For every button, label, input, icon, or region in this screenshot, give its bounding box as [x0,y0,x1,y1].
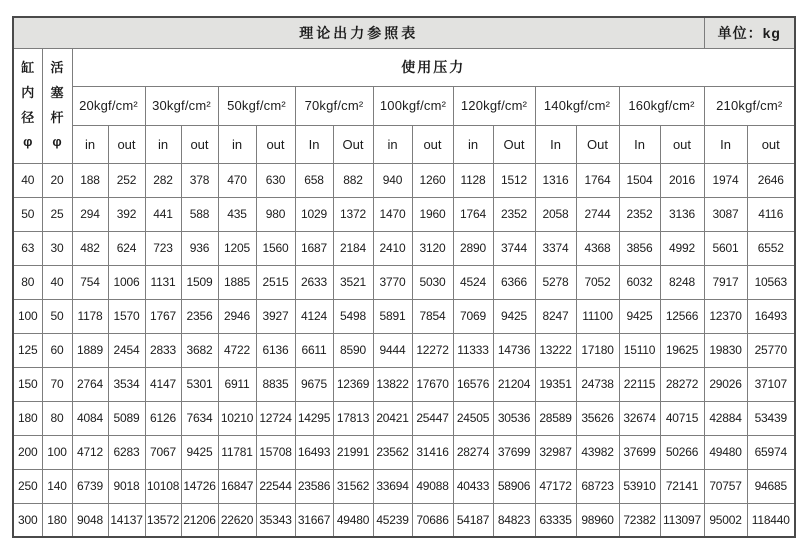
output-value: 282 [145,163,181,197]
output-value: 12370 [704,299,747,333]
output-value: 2058 [535,197,576,231]
output-value: 11781 [218,435,256,469]
output-value: 1687 [295,231,333,265]
output-value: 630 [256,163,295,197]
output-value: 5301 [181,367,218,401]
output-value: 6366 [493,265,535,299]
output-value: 35626 [576,401,619,435]
output-value: 252 [108,163,145,197]
output-value: 3534 [108,367,145,401]
output-value: 49480 [704,435,747,469]
output-value: 3856 [619,231,660,265]
output-value: 435 [218,197,256,231]
output-value: 13572 [145,503,181,537]
output-value: 54187 [453,503,493,537]
page-title: 理论出力参照表 [13,17,704,48]
direction-header-out: out [747,125,795,163]
rod-value: 180 [42,503,72,537]
output-value: 53910 [619,469,660,503]
output-value: 28589 [535,401,576,435]
output-value: 7917 [704,265,747,299]
output-value: 1512 [493,163,535,197]
output-value: 6739 [72,469,108,503]
output-value: 1260 [412,163,453,197]
output-value: 17813 [333,401,373,435]
output-value: 43982 [576,435,619,469]
output-value: 8835 [256,367,295,401]
rod-value: 50 [42,299,72,333]
direction-header-out: Out [493,125,535,163]
bore-value: 63 [13,231,42,265]
output-value: 47172 [535,469,576,503]
output-value: 3770 [373,265,412,299]
output-value: 49480 [333,503,373,537]
output-value: 32674 [619,401,660,435]
output-value: 7069 [453,299,493,333]
output-value: 754 [72,265,108,299]
output-value: 118440 [747,503,795,537]
output-value: 1178 [72,299,108,333]
output-value: 53439 [747,401,795,435]
output-value: 5891 [373,299,412,333]
output-value: 70757 [704,469,747,503]
bore-value: 100 [13,299,42,333]
output-value: 9444 [373,333,412,367]
output-value: 14726 [181,469,218,503]
direction-header-out: Out [333,125,373,163]
output-value: 9425 [619,299,660,333]
output-value: 882 [333,163,373,197]
output-value: 1764 [576,163,619,197]
direction-header-in: In [535,125,576,163]
output-value: 24505 [453,401,493,435]
output-value: 19625 [660,333,704,367]
bore-diameter-label: 缸内径φ [21,60,35,150]
output-value: 1509 [181,265,218,299]
output-value: 14137 [108,503,145,537]
output-value: 22544 [256,469,295,503]
output-value: 10563 [747,265,795,299]
output-value: 113097 [660,503,704,537]
output-value: 21991 [333,435,373,469]
output-value: 658 [295,163,333,197]
output-value: 1029 [295,197,333,231]
bore-value: 150 [13,367,42,401]
output-value: 2646 [747,163,795,197]
output-value: 19830 [704,333,747,367]
output-value: 9425 [181,435,218,469]
output-value: 35343 [256,503,295,537]
direction-header-out: out [256,125,295,163]
table-row [13,231,795,265]
output-value: 12724 [256,401,295,435]
output-value: 65974 [747,435,795,469]
column-header-rod [42,48,72,163]
output-value: 3744 [493,231,535,265]
rod-value: 30 [42,231,72,265]
table-row [13,197,795,231]
output-value: 5089 [108,401,145,435]
direction-header-in: In [295,125,333,163]
pressure-header-140: 140kgf/cm² [535,86,619,125]
output-value: 13822 [373,367,412,401]
output-value: 2833 [145,333,181,367]
output-value: 2515 [256,265,295,299]
output-value: 8590 [333,333,373,367]
output-value: 1560 [256,231,295,265]
bore-value: 40 [13,163,42,197]
output-value: 2454 [108,333,145,367]
output-value: 25447 [412,401,453,435]
output-value: 4116 [747,197,795,231]
pressure-header-20: 20kgf/cm² [72,86,145,125]
output-value: 1128 [453,163,493,197]
direction-header-out: out [660,125,704,163]
output-value: 4084 [72,401,108,435]
output-value: 5278 [535,265,576,299]
output-value: 11100 [576,299,619,333]
output-value: 1504 [619,163,660,197]
output-value: 12566 [660,299,704,333]
output-value: 23586 [295,469,333,503]
table-row [13,435,795,469]
output-value: 63335 [535,503,576,537]
output-value: 482 [72,231,108,265]
output-value: 1974 [704,163,747,197]
table-row [13,469,795,503]
rod-value: 40 [42,265,72,299]
output-value: 188 [72,163,108,197]
working-pressure-header: 使用压力 [72,48,795,86]
output-value: 10210 [218,401,256,435]
output-value: 16576 [453,367,493,401]
output-value: 12272 [412,333,453,367]
output-value: 5601 [704,231,747,265]
output-value: 6136 [256,333,295,367]
output-value: 8247 [535,299,576,333]
rod-value: 80 [42,401,72,435]
direction-header-out: out [108,125,145,163]
piston-rod-label: 活塞杆φ [50,60,64,150]
pressure-header-50: 50kgf/cm² [218,86,295,125]
output-value: 37699 [493,435,535,469]
output-value: 23562 [373,435,412,469]
output-value: 20421 [373,401,412,435]
output-value: 84823 [493,503,535,537]
output-value: 11333 [453,333,493,367]
output-value: 6552 [747,231,795,265]
output-value: 28272 [660,367,704,401]
table-row [13,299,795,333]
output-value: 1006 [108,265,145,299]
output-value: 40433 [453,469,493,503]
output-value: 15110 [619,333,660,367]
output-value: 2356 [181,299,218,333]
direction-header-in: in [145,125,181,163]
output-value: 1960 [412,197,453,231]
output-value: 2764 [72,367,108,401]
output-value: 4124 [295,299,333,333]
title-row [13,17,795,48]
output-value: 17670 [412,367,453,401]
output-value: 21206 [181,503,218,537]
direction-header-in: in [72,125,108,163]
output-value: 4524 [453,265,493,299]
direction-header-out: out [181,125,218,163]
output-value: 98960 [576,503,619,537]
output-value: 31667 [295,503,333,537]
output-value: 2633 [295,265,333,299]
output-value: 37699 [619,435,660,469]
bore-value: 125 [13,333,42,367]
rod-value: 100 [42,435,72,469]
pressure-header-100: 100kgf/cm² [373,86,453,125]
output-value: 3682 [181,333,218,367]
output-value: 24738 [576,367,619,401]
output-value: 936 [181,231,218,265]
output-value: 9425 [493,299,535,333]
output-value: 68723 [576,469,619,503]
output-value: 4992 [660,231,704,265]
table-row [13,503,795,537]
output-value: 5498 [333,299,373,333]
output-value: 9675 [295,367,333,401]
output-value: 1131 [145,265,181,299]
output-value: 2890 [453,231,493,265]
column-header-bore [13,48,42,163]
output-value: 4368 [576,231,619,265]
rod-value: 25 [42,197,72,231]
bore-value: 200 [13,435,42,469]
output-value: 13222 [535,333,576,367]
output-value: 32987 [535,435,576,469]
output-value: 30536 [493,401,535,435]
output-value: 3087 [704,197,747,231]
output-value: 95002 [704,503,747,537]
output-value: 22115 [619,367,660,401]
output-value: 14295 [295,401,333,435]
table-row [13,401,795,435]
output-value: 980 [256,197,295,231]
output-value: 5030 [412,265,453,299]
output-value: 17180 [576,333,619,367]
output-value: 2184 [333,231,373,265]
output-value: 4147 [145,367,181,401]
rod-value: 20 [42,163,72,197]
output-value: 22620 [218,503,256,537]
output-value: 10108 [145,469,181,503]
output-value: 624 [108,231,145,265]
output-value: 49088 [412,469,453,503]
direction-header-in: In [704,125,747,163]
bore-value: 250 [13,469,42,503]
table-row [13,265,795,299]
header-row-in-out [13,125,795,163]
output-value: 28274 [453,435,493,469]
output-value: 378 [181,163,218,197]
output-value: 42884 [704,401,747,435]
output-value: 19351 [535,367,576,401]
output-value: 72141 [660,469,704,503]
output-value: 2016 [660,163,704,197]
output-value: 723 [145,231,181,265]
header-row-pressures [13,86,795,125]
output-value: 1889 [72,333,108,367]
table-row [13,163,795,197]
output-value: 2744 [576,197,619,231]
output-value: 16847 [218,469,256,503]
output-value: 7634 [181,401,218,435]
output-value: 29026 [704,367,747,401]
pressure-header-160: 160kgf/cm² [619,86,704,125]
bore-value: 80 [13,265,42,299]
output-value: 16493 [295,435,333,469]
output-value: 40715 [660,401,704,435]
output-value: 6911 [218,367,256,401]
direction-header-in: in [453,125,493,163]
output-value: 21204 [493,367,535,401]
output-value: 6283 [108,435,145,469]
output-value: 441 [145,197,181,231]
output-value: 4712 [72,435,108,469]
table-row [13,367,795,401]
output-value: 2352 [493,197,535,231]
output-value: 4722 [218,333,256,367]
pressure-header-70: 70kgf/cm² [295,86,373,125]
header-row-group [13,48,795,86]
output-value: 9018 [108,469,145,503]
pressure-header-120: 120kgf/cm² [453,86,535,125]
output-value: 1764 [453,197,493,231]
output-value: 1316 [535,163,576,197]
output-value: 31416 [412,435,453,469]
output-value: 3927 [256,299,295,333]
output-value: 72382 [619,503,660,537]
output-value: 7854 [412,299,453,333]
output-value: 58906 [493,469,535,503]
bore-value: 50 [13,197,42,231]
output-value: 1767 [145,299,181,333]
direction-header-in: in [373,125,412,163]
output-value: 15708 [256,435,295,469]
output-value: 1205 [218,231,256,265]
output-value: 16493 [747,299,795,333]
output-value: 14736 [493,333,535,367]
output-value: 37107 [747,367,795,401]
rod-value: 70 [42,367,72,401]
bore-value: 180 [13,401,42,435]
output-value: 31562 [333,469,373,503]
output-value: 392 [108,197,145,231]
unit-label: 单位：kg [704,17,795,48]
output-value: 50266 [660,435,704,469]
output-value: 1372 [333,197,373,231]
output-value: 3521 [333,265,373,299]
rod-value: 140 [42,469,72,503]
output-value: 7052 [576,265,619,299]
pressure-header-30: 30kgf/cm² [145,86,218,125]
pressure-header-210: 210kgf/cm² [704,86,795,125]
bore-value: 300 [13,503,42,537]
output-value: 2410 [373,231,412,265]
rod-value: 60 [42,333,72,367]
output-value: 70686 [412,503,453,537]
output-value: 45239 [373,503,412,537]
output-value: 2946 [218,299,256,333]
output-value: 588 [181,197,218,231]
direction-header-in: in [218,125,256,163]
output-value: 3374 [535,231,576,265]
theoretical-output-sheet [12,16,796,538]
output-value: 1470 [373,197,412,231]
output-value: 8248 [660,265,704,299]
direction-header-in: In [619,125,660,163]
output-value: 9048 [72,503,108,537]
output-value: 25770 [747,333,795,367]
output-value: 294 [72,197,108,231]
output-value: 12369 [333,367,373,401]
output-value: 3120 [412,231,453,265]
theoretical-output-table [12,16,796,538]
output-value: 470 [218,163,256,197]
output-value: 940 [373,163,412,197]
output-value: 6032 [619,265,660,299]
output-value: 1570 [108,299,145,333]
table-row [13,333,795,367]
output-value: 3136 [660,197,704,231]
output-value: 33694 [373,469,412,503]
direction-header-out: Out [576,125,619,163]
output-value: 2352 [619,197,660,231]
direction-header-out: out [412,125,453,163]
output-value: 6126 [145,401,181,435]
output-value: 6611 [295,333,333,367]
output-value: 7067 [145,435,181,469]
output-value: 1885 [218,265,256,299]
output-value: 94685 [747,469,795,503]
